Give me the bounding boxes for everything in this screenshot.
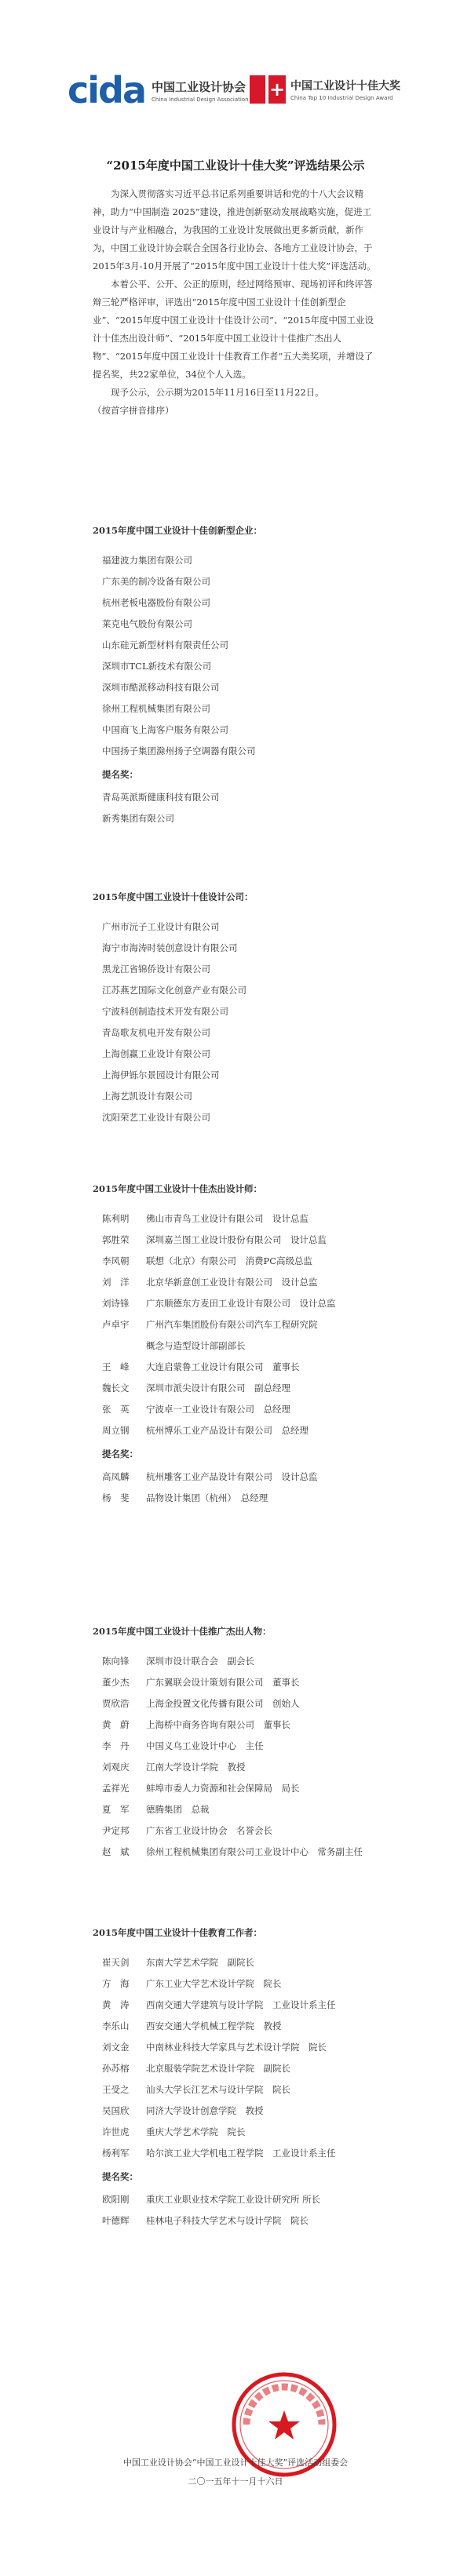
- list-item: 江苏燕艺国际文化创意产业有限公司: [102, 985, 246, 996]
- person-desc: 北京华新意创工业设计有限公司 设计总监: [146, 1277, 318, 1288]
- list-item: 广州市沅子工业设计有限公司: [102, 921, 220, 932]
- person-name: 高凤麟: [102, 1471, 130, 1482]
- person-name: 王受之: [102, 2084, 130, 2095]
- section-title: 2015年度中国工业设计十佳杰出设计师：: [93, 1183, 263, 1194]
- person-name: 孟祥光: [102, 1783, 130, 1794]
- signature-org: 中国工业设计协会“中国工业设计十佳大奖”评选活动组委会: [122, 2458, 349, 2468]
- section-title: 2015年度中国工业设计十佳设计公司：: [93, 891, 254, 902]
- cida-name-en: China Industrial Design Association: [152, 96, 249, 103]
- person-desc: 江南大学设计学院 教授: [146, 1762, 246, 1773]
- list-item: 深圳市TCL新技术有限公司: [102, 661, 212, 672]
- person-desc: 广州汽车集团股份有限公司汽车工程研究院: [146, 1319, 318, 1330]
- person-name: 王 峰: [102, 1361, 130, 1372]
- cida-logo: cida: [68, 69, 146, 111]
- person-name: 夏 军: [102, 1804, 130, 1815]
- person-name: 方 海: [102, 1978, 130, 1989]
- person-name: 黄 蔚: [102, 1719, 130, 1730]
- person-desc: 北京服装学院艺术设计学院 副院长: [146, 2063, 290, 2074]
- person-name: 叶德辉: [102, 2215, 130, 2226]
- section-title: 2015年度中国工业设计十佳教育工作者：: [93, 1927, 263, 1938]
- cida-brand: [68, 69, 249, 111]
- person-desc: 佛山市青鸟工业设计有限公司 设计总监: [146, 1213, 309, 1224]
- person-name: 张 英: [102, 1404, 130, 1415]
- person-name: 陈向锋: [102, 1656, 130, 1667]
- person-name: 欧阳刚: [102, 2194, 130, 2205]
- person-desc: 东南大学艺术学院 副院长: [146, 1957, 254, 1968]
- list-item: 沈阳荣艺工业设计有限公司: [102, 1112, 210, 1123]
- person-desc: 杭州博乐工业产品设计有限公司 总经理: [146, 1425, 309, 1436]
- person-name: 郭胜荣: [102, 1234, 130, 1245]
- person-name: 黄 涛: [102, 1999, 130, 2010]
- person-desc: 德腾集团 总裁: [146, 1804, 210, 1815]
- person-desc: 上海桥中商务咨询有限公司 董事长: [146, 1719, 290, 1730]
- nominee-label: 提名奖：: [102, 1448, 138, 1459]
- section-innovative-enterprises: [93, 519, 391, 829]
- person-desc: 哈尔滨工业大学机电工程学院 工业设计系主任: [146, 2148, 336, 2159]
- order-note: （按首字拼音排序）: [93, 405, 174, 416]
- list-item: 青岛英派斯健康科技有限公司: [102, 792, 220, 803]
- list-item: 新秀集团有限公司: [102, 813, 174, 824]
- section-educators: [93, 1921, 391, 2232]
- list-item: 中国商飞上海客户服务有限公司: [102, 724, 228, 735]
- person-desc: 重庆工业职业技术学院工业设计研究所 所长: [146, 2194, 321, 2205]
- section-outstanding-designers: [93, 1177, 391, 1509]
- person-name: 李风朝: [102, 1255, 130, 1266]
- intro-paragraph: 现予公示，公示期为2015年11月16日至11月22日。: [111, 387, 324, 398]
- person-name: 吴国欣: [102, 2105, 130, 2116]
- intro-text: [93, 185, 380, 420]
- person-name: 李乐山: [102, 2020, 130, 2031]
- person-desc: 蚌埠市委人力资源和社会保障局 局长: [146, 1783, 300, 1794]
- person-name: 尹定邦: [102, 1825, 130, 1836]
- person-desc: 深圳市派尖设计有限公司 副总经理: [146, 1383, 290, 1394]
- person-desc: 同济大学设计创意学院 教授: [146, 2105, 264, 2116]
- list-item: 中国扬子集团滁州扬子空调器有限公司: [102, 745, 256, 756]
- cida-name-cn: 中国工业设计协会: [152, 79, 246, 94]
- person-desc: 杭州雕客工业产品设计有限公司 设计总监: [146, 1471, 318, 1482]
- person-desc: 中南林业科技大学家具与艺术设计学院 院长: [146, 2042, 327, 2053]
- signature-date: 二〇一五年十一月十六日: [188, 2476, 283, 2487]
- person-desc: 上海金投置文化传播有限公司 创始人: [146, 1698, 300, 1709]
- person-desc: 西安交通大学机械工程学院 教授: [146, 2020, 282, 2031]
- person-desc: 重庆大学艺术学院 院长: [146, 2126, 246, 2137]
- award-logo-icon: +: [250, 75, 286, 104]
- person-desc: 联想（北京）有限公司 消费PC高级总监: [146, 1255, 313, 1266]
- person-name: 卢卓宇: [102, 1319, 130, 1330]
- person-name: 崔天剑: [102, 1957, 130, 1968]
- person-desc: 广东翼联会设计策划有限公司 董事长: [146, 1677, 300, 1688]
- person-desc: 汕头大学长江艺术与设计学院 院长: [146, 2084, 290, 2095]
- person-name: 许世虎: [102, 2126, 130, 2137]
- nominee-label: 提名奖：: [102, 769, 138, 780]
- person-name: 刘 洋: [102, 1277, 130, 1288]
- page-title: “2015年度中国工业设计十佳大奖”评选结果公示: [106, 158, 365, 173]
- section-title: 2015年度中国工业设计十佳推广杰出人物：: [93, 1626, 272, 1637]
- person-desc: 广东省工业设计协会 名誉会长: [146, 1825, 272, 1836]
- list-item: 山东硅元新型材料有限责任公司: [102, 639, 228, 650]
- person-name: 赵 斌: [102, 1846, 130, 1857]
- list-item: 宁波科创制造技术开发有限公司: [102, 1006, 228, 1017]
- person-name: 贾欣浩: [102, 1698, 130, 1709]
- award-name-en: China Top 10 Industrial Design Award: [290, 95, 393, 101]
- person-name: 刘文金: [102, 2042, 130, 2053]
- person-desc: 广东顺德东方麦田工业设计有限公司 设计总监: [146, 1298, 336, 1309]
- person-name: 周立钢: [102, 1425, 130, 1436]
- list-item: 莱克电气股份有限公司: [102, 618, 192, 629]
- person-desc: 宁波卓一工业设计有限公司 总经理: [146, 1404, 290, 1415]
- person-desc: 西南交通大学建筑与设计学院 工业设计系主任: [146, 1999, 336, 2010]
- list-item: 黑龙江省锦侨设计有限公司: [102, 964, 210, 975]
- list-item: 徐州工程机械集团有限公司: [102, 703, 210, 714]
- list-item: 上海创赢工业设计有限公司: [102, 1048, 210, 1059]
- list-item: 上海伊铄尔景园设计有限公司: [102, 1069, 220, 1080]
- person-desc: 徐州工程机械集团有限公司工业设计中心 常务副主任: [146, 1846, 363, 1857]
- person-desc: 深圳嘉兰图工业设计股份有限公司 设计总监: [146, 1234, 327, 1245]
- list-item: 福建波力集团有限公司: [102, 555, 192, 566]
- person-name: 陈利明: [102, 1213, 130, 1224]
- person-name: 杨利军: [102, 2148, 130, 2159]
- person-name: 刘观庆: [102, 1762, 130, 1773]
- intro-paragraph: 为深入贯彻落实习近平总书记系列重要讲话和党的十八大会议精神，助力“中国制造 2025”建设，推进创新驱动发展战略实施，促进工业设计与产业相融合，为我国的工业设计发展做出更多新贡献，新作为，中国工业设计协会联合全国各行业协会、各地方工业设计协会，于2015年3月-10月开展了“2015年度中国工业设计十佳大奖”评选活动。: [93, 188, 376, 271]
- person-desc: 品物设计集团（杭州） 总经理: [146, 1492, 268, 1503]
- list-item: 广东美的制冷设备有限公司: [102, 576, 210, 587]
- person-desc: 中国义乌工业设计中心 主任: [146, 1740, 264, 1751]
- person-desc: 深圳市设计联合会 副会长: [146, 1656, 254, 1667]
- award-brand: [250, 75, 400, 104]
- person-desc: 广东工业大学艺术设计学院 院长: [146, 1978, 282, 1989]
- header: [0, 69, 471, 116]
- person-name: 董少杰: [102, 1677, 130, 1688]
- section-design-companies: [93, 885, 391, 1128]
- award-name-cn: 中国工业设计十佳大奖: [290, 80, 400, 93]
- section-title: 2015年度中国工业设计十佳创新型企业：: [93, 525, 263, 536]
- person-desc: 桂林电子科技大学艺术与设计学院 院长: [146, 2215, 309, 2226]
- list-item: 深圳市酷派移动科技有限公司: [102, 682, 220, 693]
- nominee-label: 提名奖：: [102, 2171, 138, 2182]
- person-name: 魏长文: [102, 1383, 130, 1394]
- section-promotion-figures: [93, 1620, 391, 1863]
- person-name: 孙苏榕: [102, 2063, 130, 2074]
- list-item: 上海艺凯设计有限公司: [102, 1091, 192, 1102]
- person-name: 李 丹: [102, 1740, 130, 1751]
- person-name: 杨 斐: [102, 1492, 130, 1503]
- list-item: 青岛歌友机电开发有限公司: [102, 1027, 210, 1038]
- intro-paragraph: 本着公平、公开、公正的原则，经过网络预审、现场初评和终评答辩三轮严格评审，评选出“2015年度中国工业设计十佳创新型企业”、“2015年度中国工业设计十佳设计公司”、“2015年度中国工业设计十佳杰出设计师”、“2015年度中国工业设计十佳推广杰出人物”、“2015年度中国工业设计十佳教育工作者”五大类奖项，并增设了提名奖，共22家单位，34位个人入选。: [93, 279, 374, 380]
- person-desc: 概念与造型设计部副部长: [146, 1340, 246, 1351]
- person-name: 刘诗锋: [102, 1298, 130, 1309]
- list-item: 杭州老板电器股份有限公司: [102, 597, 210, 608]
- person-desc: 大连启蒙鲁工业设计有限公司 董事长: [146, 1361, 300, 1372]
- list-item: 海宁市海涛时装创意设计有限公司: [102, 942, 238, 953]
